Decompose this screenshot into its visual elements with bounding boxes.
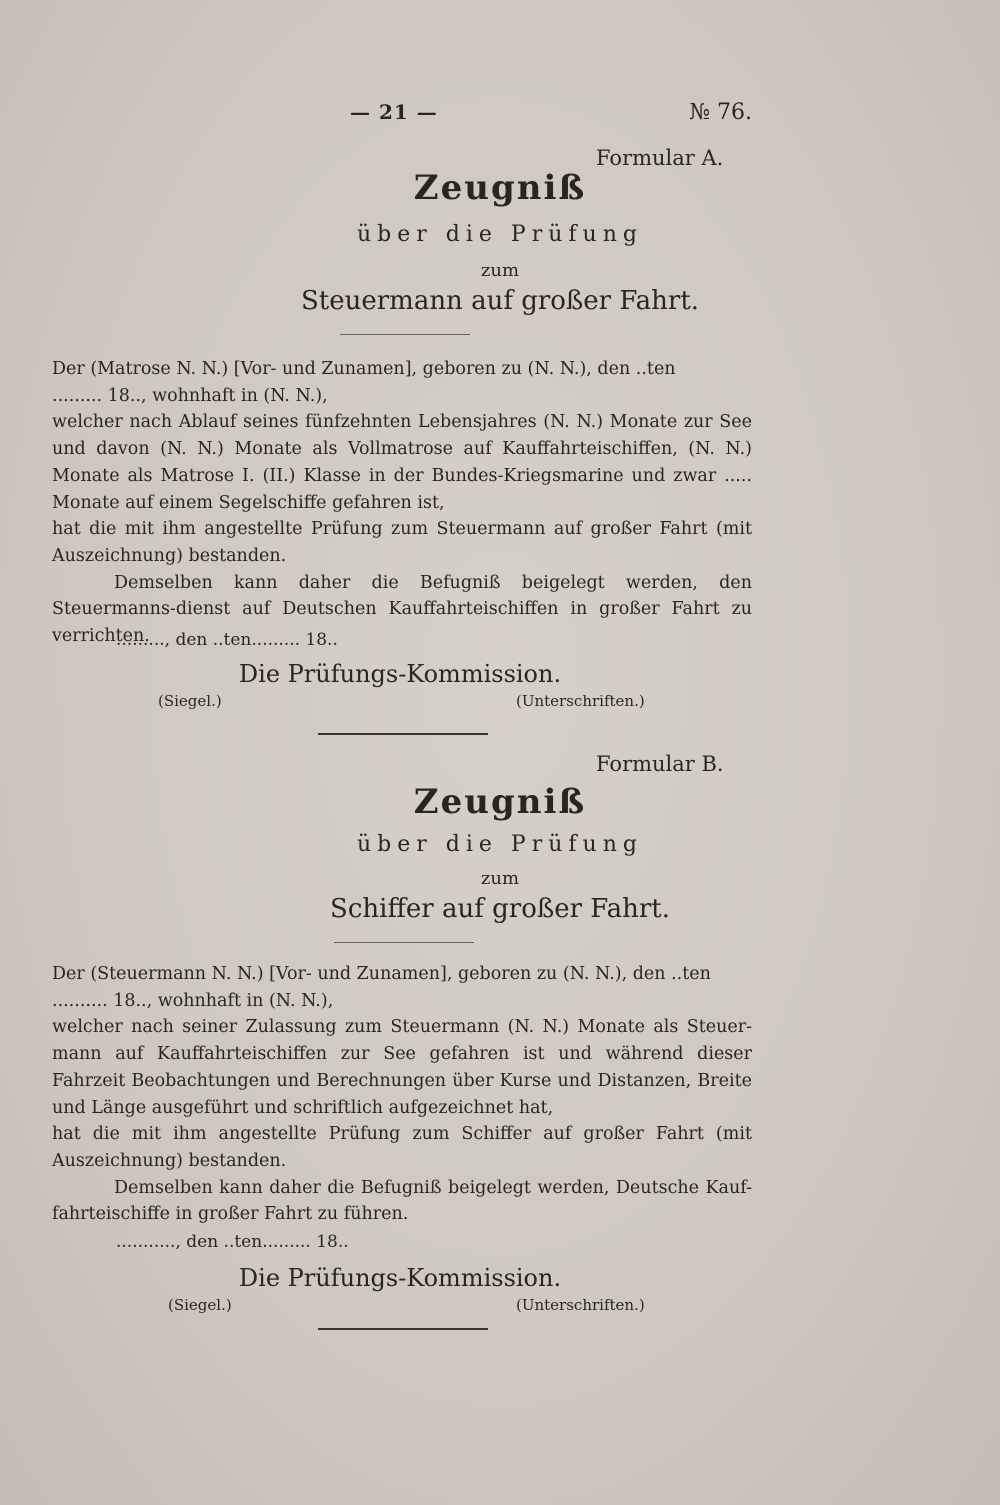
formular-b-subtitle-1: über die Prüfung bbox=[357, 832, 643, 857]
formular-a-commission: Die Prüfungs-Kommission. bbox=[238, 660, 562, 688]
formular-b-paragraph: welcher nach seiner Zulassung zum Steuermann (N. N.) Monate als Steuer-mann auf Kauffahrteischiffen zur See gefahren ist und während dieser Fahrzeit Beobachtungen und Berechnungen über Kurse und Distanzen, Breite und Länge ausgeführt und schriftlich aufgezeichnet hat, bbox=[52, 1017, 752, 1118]
formular-a-line-1: Der (Matrose N. N.) [Vor- und Zunamen], geboren zu (N. N.), den ..ten bbox=[52, 359, 676, 379]
formular-b-commission: Die Prüfungs-Kommission. bbox=[238, 1264, 562, 1292]
formular-a-date-line: ........., den ..ten......... 18.. bbox=[116, 630, 338, 650]
formular-a-result: hat die mit ihm angestellte Prüfung zum Steuermann auf großer Fahrt (mit Auszeichnung) bestanden. bbox=[52, 519, 752, 566]
section-divider bbox=[318, 733, 488, 735]
formular-a-subtitle-3: Steuermann auf großer Fahrt. bbox=[300, 286, 700, 316]
formular-b-title: Zeugniß bbox=[413, 782, 587, 822]
formular-b-subtitle-3: Schiffer auf großer Fahrt. bbox=[330, 894, 670, 924]
formular-a-line-2: ......... 18.., wohnhaft in (N. N.), bbox=[52, 385, 328, 406]
formular-b-body bbox=[52, 961, 752, 1228]
formular-b-authority: Demselben kann daher die Befugniß beigelegt werden, Deutsche Kauf-fahrteischiffe in großer Fahrt zu führen. bbox=[52, 1177, 752, 1225]
formular-b-result: hat die mit ihm angestellte Prüfung zum Schiffer auf großer Fahrt (mit Auszeichnung) bestanden. bbox=[52, 1124, 752, 1171]
formular-a-seal: (Siegel.) bbox=[158, 692, 222, 710]
formular-a-title-rule bbox=[340, 334, 470, 335]
page-number: — 21 — bbox=[350, 100, 438, 124]
formular-a-subtitle-2: zum bbox=[480, 260, 520, 281]
formular-a-subtitle-1: über die Prüfung bbox=[357, 222, 643, 247]
formular-b-line-2: .......... 18.., wohnhaft in (N. N.), bbox=[52, 990, 334, 1011]
formular-b-date-line: ..........., den ..ten......... 18.. bbox=[116, 1232, 349, 1252]
formular-a-paragraph: welcher nach Ablauf seines fünfzehnten Lebensjahres (N. N.) Monate zur See und davon (N. N.) Monate als Vollmatrose auf Kauffahrteischiffen, (N. N.) Monate als Matrose I. (II.) Klasse in der Bundes-Kriegsmarine und zwar ..... Monate auf einem Segelschiffe gefahren ist, bbox=[52, 412, 752, 513]
formular-a-body bbox=[52, 356, 752, 650]
document-number: № 76. bbox=[689, 100, 752, 125]
formular-b-title-rule bbox=[334, 942, 474, 943]
formular-b-subtitle-2: zum bbox=[480, 868, 520, 889]
formular-b-line-1: Der (Steuermann N. N.) [Vor- und Zunamen], geboren zu (N. N.), den ..ten bbox=[52, 964, 711, 984]
formular-b-signatures: (Unterschriften.) bbox=[516, 1296, 645, 1314]
formular-a-label: Formular A. bbox=[596, 146, 724, 170]
formular-b-seal: (Siegel.) bbox=[168, 1296, 232, 1314]
formular-a-title: Zeugniß bbox=[413, 168, 587, 208]
formular-a-authority: Demselben kann daher die Befugniß beigelegt werden, den Steuermanns-dienst auf Deutschen Kauffahrteischiffen in großer Fahrt zu verrichten. bbox=[52, 572, 752, 647]
formular-b-label: Formular B. bbox=[596, 752, 724, 776]
formular-a-signatures: (Unterschriften.) bbox=[516, 692, 645, 710]
footer-divider bbox=[318, 1328, 488, 1330]
